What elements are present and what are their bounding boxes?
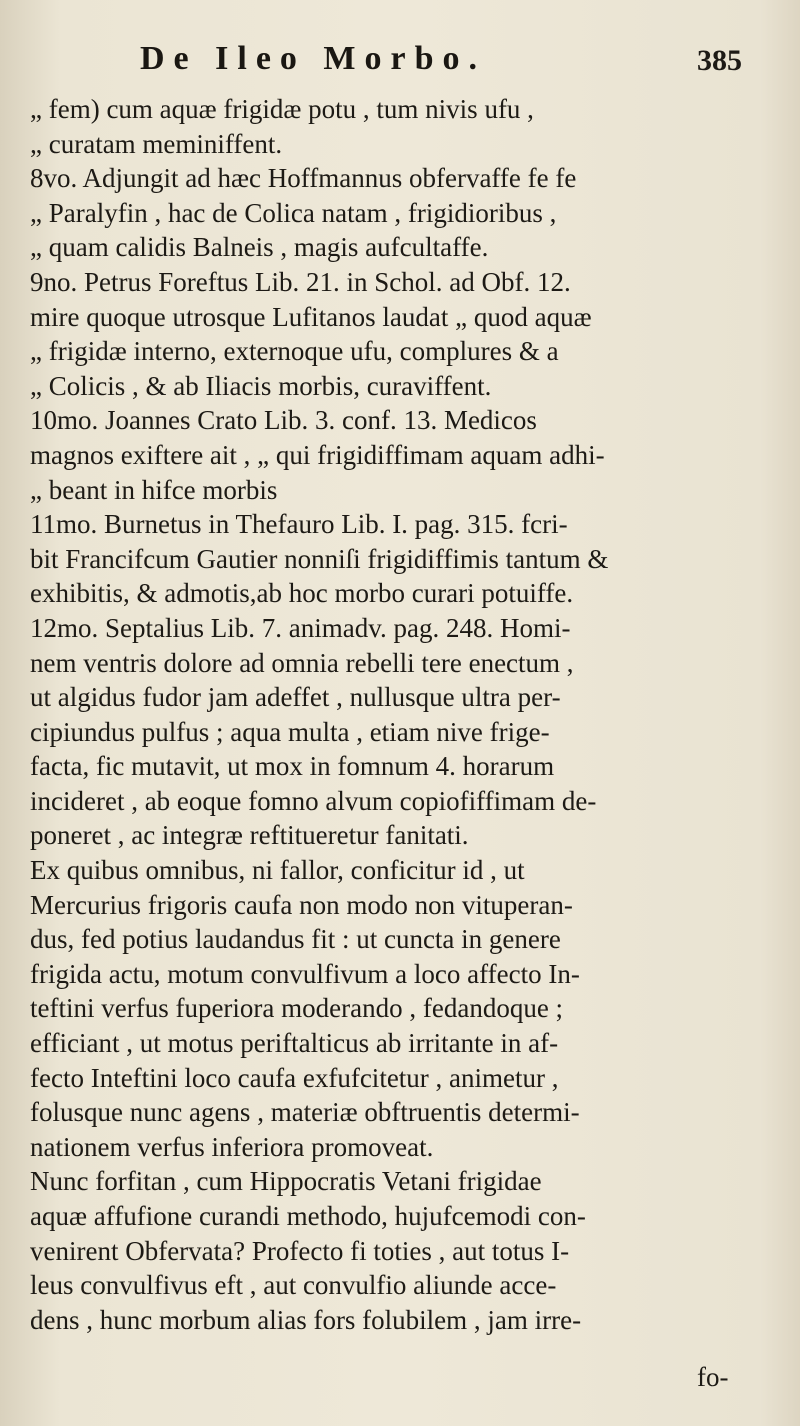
text-line: dus, fed potius laudandus fit : ut cuncta in genere xyxy=(30,924,561,955)
text-line: fecto Inteftini loco caufa exfufcitetur , animetur , xyxy=(30,1062,559,1093)
text-line: „ Colicis , & ab Iliacis morbis, curaviffent. xyxy=(30,370,492,401)
text-line: bit Francifcum Gautier nonniſi frigidiffimis tantum & xyxy=(30,543,609,574)
text-line: facta, fic mutavit, ut mox in fomnum 4. horarum xyxy=(30,751,555,782)
text-line: „ curatam meminiffent. xyxy=(30,128,283,159)
text-line: „ quam calidis Balneis , magis aufcultaffe. xyxy=(30,232,489,263)
text-line: Mercurius frigoris caufa non modo non vituperan- xyxy=(30,889,573,920)
text-line: dens , hunc morbum alias fors folubilem , jam irre- xyxy=(30,1304,582,1335)
text-line: aquæ affufione curandi methodo, hujufcemodi con- xyxy=(30,1201,586,1231)
text-line: 12mo. Septalius Lib. 7. animadv. pag. 248. Homi- xyxy=(30,612,571,643)
text-line: „ Paralyfin , hac de Colica natam , frigidioribus , xyxy=(30,197,557,228)
text-line: exhibitis, & admotis,ab hoc morbo curari potuiffe. xyxy=(30,578,574,609)
text-line: magnos exiftere ait , „ qui frigidiffimam aquam adhi- xyxy=(30,439,605,470)
text-line: folusque nunc agens , materiæ obftruentis determi- xyxy=(30,1097,580,1128)
text-line: venirent Obfervata? Profecto fi toties , aut totus I- xyxy=(30,1235,570,1266)
text-line: „ frigidæ interno, externoque ufu, complures & a xyxy=(30,336,559,367)
text-line: leus convulfivus eft , aut convulfio aliunde acce- xyxy=(30,1270,557,1301)
text-line: teftini verfus fuperiora moderando , fedandoque ; xyxy=(30,993,564,1024)
text-line: cipiundus pulfus ; aqua multa , etiam nive frige- xyxy=(30,716,550,747)
text-line: nationem verfus inferiora promoveat. xyxy=(30,1131,434,1162)
text-line: efficiant , ut motus periftalticus ab irritante in af- xyxy=(30,1028,559,1059)
text-line: ut algidus fudor jam adeffet , nullusque ultra per- xyxy=(30,682,561,713)
text-line: 11mo. Burnetus in Thefauro Lib. I. pag. 315. fcri- xyxy=(30,509,568,540)
text-line: 10mo. Joannes Crato Lib. 3. conf. 13. Medicos xyxy=(30,405,537,436)
text-line: 8vo. Adjungit ad hæc Hoffmannus obfervaffe fe fe xyxy=(30,163,577,194)
running-title: De Ileo Morbo. xyxy=(140,40,487,77)
page-number: 385 xyxy=(697,44,742,77)
text-line: Nunc forfitan , cum Hippocratis Vetani frigidae xyxy=(30,1166,542,1197)
text-line: Ex quibus omnibus, ni fallor, conficitur id , ut xyxy=(30,855,525,886)
text-line: „ fem) cum aquæ frigidæ potu , tum nivis ufu , xyxy=(30,94,534,124)
text-line: frigida actu, motum convulfivum a loco affecto In- xyxy=(30,958,580,989)
text-line: incideret , ab eoque fomno alvum copiofiffimam de- xyxy=(30,785,597,816)
page-header xyxy=(0,40,800,90)
text-line: mire quoque utrosque Lufitanos laudat „ quod aquæ xyxy=(30,301,592,332)
text-line: poneret , ac integræ reftitueretur fanitati. xyxy=(30,820,469,851)
text-line: „ beant in hifce morbis xyxy=(30,474,278,505)
text-line: nem ventris dolore ad omnia rebelli tere enectum , xyxy=(30,647,574,678)
body-text xyxy=(30,92,778,1337)
catchword: fo- xyxy=(697,1362,729,1392)
text-line: 9no. Petrus Foreftus Lib. 21. in Schol. ad Obf. 12. xyxy=(30,266,571,297)
